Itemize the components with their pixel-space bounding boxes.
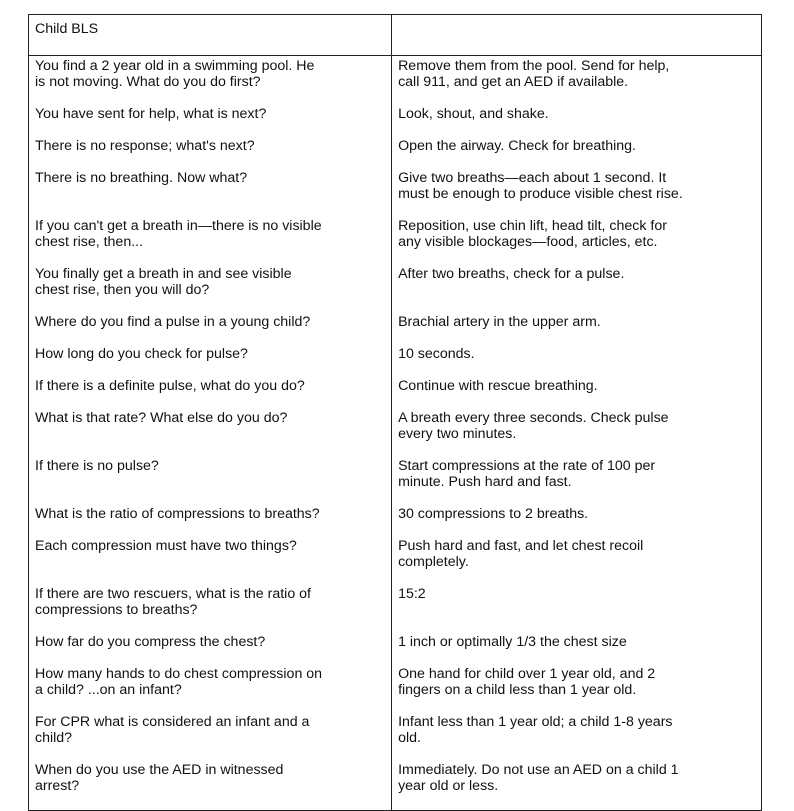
table-row	[29, 536, 762, 584]
answer-text: Look, shout, and shake.	[398, 106, 549, 122]
question-cell	[29, 504, 392, 536]
answer-cell	[392, 632, 762, 664]
question-text: Where do you find a pulse in a young child?	[35, 314, 311, 330]
question-cell	[29, 536, 392, 584]
question-cell	[29, 632, 392, 664]
table-row	[29, 632, 762, 664]
bls-table-body	[29, 15, 762, 811]
question-text: How long do you check for pulse?	[35, 346, 248, 362]
answer-text: One hand for child over 1 year old, and 2	[398, 666, 656, 682]
answer-text: Reposition, use chin lift, head tilt, check for	[398, 218, 667, 234]
question-text: For CPR what is considered an infant and a	[35, 714, 310, 730]
answer-text: Remove them from the pool. Send for help,	[398, 58, 670, 74]
table-row	[29, 712, 762, 760]
question-text: is not moving. What do you do first?	[35, 74, 261, 90]
question-cell	[29, 104, 392, 136]
answer-text: A breath every three seconds. Check pulse	[398, 410, 669, 426]
answer-cell	[392, 712, 762, 760]
question-cell	[29, 264, 392, 312]
table-row	[29, 104, 762, 136]
question-text: compressions to breaths?	[35, 602, 198, 618]
answer-cell	[392, 760, 762, 811]
answer-text: Give two breaths—each about 1 second. It	[398, 170, 667, 186]
answer-cell	[392, 504, 762, 536]
answer-text: 30 compressions to 2 breaths.	[398, 506, 589, 522]
question-text: a child? ...on an infant?	[35, 682, 182, 698]
answer-text: any visible blockages—food, articles, etc.	[398, 234, 658, 250]
answer-text: every two minutes.	[398, 426, 517, 442]
table-row	[29, 136, 762, 168]
answer-text: 15:2	[398, 586, 426, 602]
table-row	[29, 56, 762, 105]
answer-text: old.	[398, 730, 421, 746]
answer-cell	[392, 168, 762, 216]
question-text: If there is a definite pulse, what do you do?	[35, 378, 305, 394]
answer-text: must be enough to produce visible chest rise.	[398, 186, 683, 202]
question-cell	[29, 136, 392, 168]
answer-cell	[392, 264, 762, 312]
table-title: Child BLS	[29, 15, 392, 56]
question-text: You find a 2 year old in a swimming pool. He	[35, 58, 315, 74]
table-row	[29, 584, 762, 632]
question-text: There is no response; what's next?	[35, 138, 255, 154]
question-text: How far do you compress the chest?	[35, 634, 266, 650]
answer-text: minute. Push hard and fast.	[398, 474, 572, 490]
answer-text: completely.	[398, 554, 469, 570]
question-cell	[29, 712, 392, 760]
table-row	[29, 168, 762, 216]
table-row	[29, 504, 762, 536]
answer-text: Push hard and fast, and let chest recoil	[398, 538, 644, 554]
answer-text: After two breaths, check for a pulse.	[398, 266, 625, 282]
question-text: chest rise, then you will do?	[35, 282, 210, 298]
answer-cell	[392, 216, 762, 264]
question-cell	[29, 584, 392, 632]
answer-text: call 911, and get an AED if available.	[398, 74, 629, 90]
bls-table	[28, 14, 762, 811]
answer-cell	[392, 104, 762, 136]
answer-text: fingers on a child less than 1 year old.	[398, 682, 637, 698]
question-text: If there are two rescuers, what is the ratio of	[35, 586, 311, 602]
question-text: child?	[35, 730, 73, 746]
answer-text: year old or less.	[398, 778, 499, 794]
title-row	[29, 15, 762, 56]
answer-cell	[392, 408, 762, 456]
question-cell	[29, 312, 392, 344]
table-row	[29, 760, 762, 811]
question-cell	[29, 664, 392, 712]
answer-text: Infant less than 1 year old; a child 1-8 years	[398, 714, 673, 730]
table-row	[29, 264, 762, 312]
answer-cell	[392, 136, 762, 168]
answer-text: Immediately. Do not use an AED on a child 1	[398, 762, 679, 778]
answer-text: 10 seconds.	[398, 346, 475, 362]
answer-cell	[392, 456, 762, 504]
question-cell	[29, 344, 392, 376]
table-row	[29, 312, 762, 344]
question-cell	[29, 56, 392, 105]
question-text: If there is no pulse?	[35, 458, 159, 474]
question-text: What is that rate? What else do you do?	[35, 410, 288, 426]
answer-cell	[392, 664, 762, 712]
answer-cell	[392, 312, 762, 344]
question-text: When do you use the AED in witnessed	[35, 762, 284, 778]
table-row	[29, 408, 762, 456]
question-text: chest rise, then...	[35, 234, 144, 250]
answer-text: Brachial artery in the upper arm.	[398, 314, 601, 330]
question-text: How many hands to do chest compression on	[35, 666, 323, 682]
answer-cell	[392, 376, 762, 408]
answer-text: 1 inch or optimally 1/3 the chest size	[398, 634, 627, 650]
question-cell	[29, 216, 392, 264]
table-row	[29, 664, 762, 712]
table-row	[29, 376, 762, 408]
question-text: What is the ratio of compressions to breaths?	[35, 506, 320, 522]
question-text: There is no breathing. Now what?	[35, 170, 248, 186]
answer-cell	[392, 56, 762, 105]
question-cell	[29, 376, 392, 408]
table-row	[29, 344, 762, 376]
question-cell	[29, 456, 392, 504]
question-cell	[29, 408, 392, 456]
title-answer-cell	[392, 15, 762, 56]
question-text: Each compression must have two things?	[35, 538, 297, 554]
answer-text: Open the airway. Check for breathing.	[398, 138, 636, 154]
question-text: You have sent for help, what is next?	[35, 106, 267, 122]
table-row	[29, 216, 762, 264]
table-row	[29, 456, 762, 504]
answer-cell	[392, 584, 762, 632]
answer-text: Continue with rescue breathing.	[398, 378, 598, 394]
answer-text: Start compressions at the rate of 100 per	[398, 458, 656, 474]
question-text: If you can't get a breath in—there is no visible	[35, 218, 322, 234]
answer-cell	[392, 536, 762, 584]
answer-cell	[392, 344, 762, 376]
question-text: arrest?	[35, 778, 80, 794]
question-cell	[29, 168, 392, 216]
question-cell	[29, 760, 392, 811]
question-text: You finally get a breath in and see visible	[35, 266, 292, 282]
